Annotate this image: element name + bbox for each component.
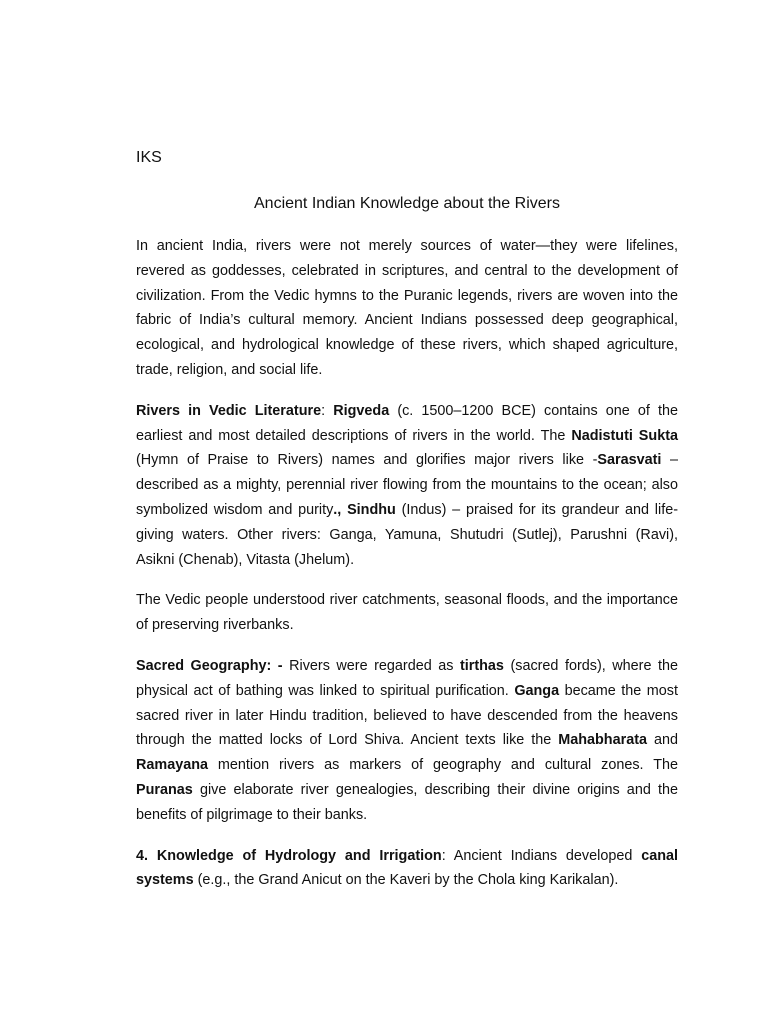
term-sindhu: Sindhu [347, 501, 396, 518]
term-rigveda: Rigveda [333, 402, 390, 419]
term-nadistuti: Nadistuti Sukta [571, 427, 678, 444]
document-page [136, 148, 678, 909]
term-canal-systems: canal systems [136, 847, 678, 889]
catchments-paragraph: The Vedic people understood river catchments, seasonal floods, and the importance of preserving riverbanks. [136, 592, 678, 634]
term-sarasvati: Sarasvati [597, 452, 662, 469]
hydrology-paragraph: 4. Knowledge of Hydrology and Irrigation: Ancient Indians developed canal systems (e.g., the Grand Anicut on the Kaveri by the Chola king Karikalan). [136, 847, 678, 889]
term-ramayana: Ramayana [136, 757, 208, 774]
document-label: IKS [136, 149, 162, 166]
section-heading-sacred: Sacred Geography [136, 657, 267, 674]
term-tirthas: tirthas [459, 657, 504, 674]
vedic-literature-paragraph: Rivers in Vedic Literature: Rigveda (c. 1500–1200 BCE) contains one of the earliest and most detailed descriptions of rivers in the world. The Nadistuti Sukta (Hymn of Praise to Rivers) names and glorifies major rivers like -Sarasvati – described as a mighty, perennial river flowing from the mountains to the ocean; also symbolized wisdom and purity., Sindhu (Indus) – praised for its grandeur and life-giving waters. Other rivers: Ganga, Yamuna, Shutudri (Sutlej), Parushni (Ravi), Asikni (Chenab), Vitasta (Jhelum). [136, 402, 679, 568]
term-ganga: Ganga [514, 682, 560, 699]
intro-paragraph: In ancient India, rivers were not merely sources of water—they were lifelines, revered as goddesses, celebrated in scriptures, and central to the development of civilization. From the Vedic hymns to the Puranic legends, rivers are woven into the fabric of India’s cultural memory. Ancient Indians possessed deep geographical, ecological, and hydrological knowledge of these rivers, which shaped agriculture, trade, religion, and social life. [136, 238, 678, 378]
term-puranas: Puranas [136, 781, 193, 798]
section-heading-hydrology: 4. Knowledge of Hydrology and Irrigation [136, 847, 442, 864]
term-mahabharata: Mahabharata [558, 732, 648, 749]
document-title: Ancient Indian Knowledge about the Rivers [254, 195, 560, 212]
section-heading-vedic: Rivers in Vedic Literature [136, 402, 322, 419]
sacred-geography-paragraph: Sacred Geography: - Rivers were regarded as tirthas (sacred fords), where the physical act of bathing was linked to spiritual purification. Ganga became the most sacred river in later Hindu tradition, believed to have descended from the heavens through the matted locks of Lord Shiva. Ancient texts like the Mahabharata and Ramayana mention rivers as markers of geography and cultural zones. The Puranas give elaborate river genealogies, describing their divine origins and the benefits of pilgrimage to their banks. [136, 657, 678, 823]
